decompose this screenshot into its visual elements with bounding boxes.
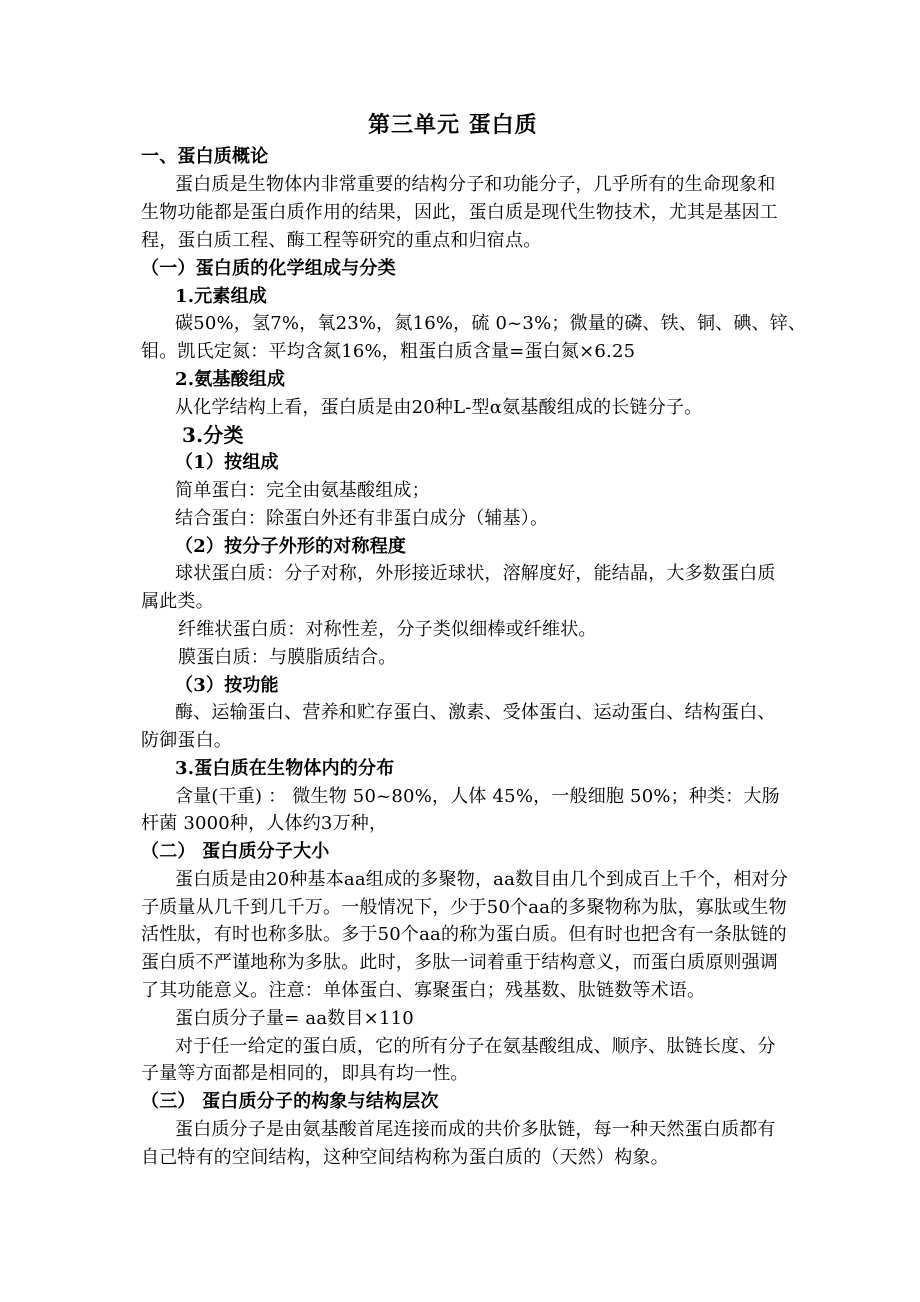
paragraph-line: 蛋白质分子量= aa数目×110 (175, 1008, 414, 1029)
subheading-classification: 3.分类 (182, 423, 244, 447)
paragraph-line: 碳50%，氢7%，氧23%，氮16%，硫 0~3%；微量的磷、铁、铜、碘、锌、 (175, 313, 807, 334)
paragraph-line: 防御蛋白。 (141, 730, 232, 751)
paragraph-line: 结合蛋白：除蛋白外还有非蛋白成分（辅基）。 (175, 508, 549, 529)
subheading-by-composition: （1）按组成 (175, 452, 279, 473)
paragraph-line: 钼。凯氏定氮：平均含氮16%，粗蛋白质含量=蛋白氮×6.25 (141, 341, 636, 362)
heading-overview: 一、蛋白质概论 (141, 146, 269, 167)
paragraph-line: 简单蛋白：完全由氨基酸组成； (175, 480, 430, 501)
heading-molecular-size: （二） 蛋白质分子大小 (141, 841, 330, 862)
paragraph-line: 自己特有的空间结构，这种空间结构称为蛋白质的（天然）构象。 (141, 1147, 669, 1168)
subheading-amino-acids: 2.氨基酸组成 (175, 369, 286, 390)
paragraph-line: 程，蛋白质工程、酶工程等研究的重点和归宿点。 (141, 230, 542, 251)
paragraph-line: 蛋白质是生物体内非常重要的结构分子和功能分子，几乎所有的生命现象和 (175, 174, 776, 195)
paragraph-line: 酶、运输蛋白、营养和贮存蛋白、激素、受体蛋白、运动蛋白、结构蛋白、 (175, 702, 776, 723)
paragraph-line: 含量(干重) ： 微生物 50~80%，人体 45%，一般细胞 50%；种类：大肠 (175, 786, 780, 807)
subheading-elements: 1.元素组成 (175, 286, 267, 307)
subheading-distribution: 3.蛋白质在生物体内的分布 (175, 758, 395, 779)
paragraph-line: 子质量从几千到几千万。一般情况下，少于50个aa的多聚物称为肽，寡肽或生物 (141, 897, 787, 918)
document-title: 第三单元 蛋白质 (368, 112, 538, 138)
paragraph-line: 属此类。 (141, 591, 214, 612)
subheading-by-function: （3）按功能 (175, 675, 279, 696)
paragraph-line: 活性肽，有时也称多肽。多于50个aa的称为蛋白质。但有时也把含有一条肽链的 (141, 924, 787, 945)
paragraph-line: 膜蛋白质：与膜脂质结合。 (178, 647, 397, 668)
paragraph-line: 蛋白质是由20种基本aa组成的多聚物，aa数目由几个到成百上千个，相对分 (175, 869, 789, 890)
paragraph-line: 球状蛋白质：分子对称，外形接近球状，溶解度好，能结晶，大多数蛋白质 (175, 563, 776, 584)
heading-composition: （一）蛋白质的化学组成与分类 (141, 258, 396, 279)
paragraph-line: 子量等方面都是相同的，即具有均一性。 (141, 1063, 469, 1084)
heading-conformation: （三） 蛋白质分子的构象与结构层次 (141, 1091, 439, 1112)
paragraph-line: 生物功能都是蛋白质作用的结果，因此，蛋白质是现代生物技术，尤其是基因工 (141, 202, 778, 223)
subheading-by-shape: （2）按分子外形的对称程度 (175, 536, 407, 557)
paragraph-line: 蛋白质分子是由氨基酸首尾连接而成的共价多肽链，每一种天然蛋白质都有 (175, 1119, 776, 1140)
paragraph-line: 蛋白质不严谨地称为多肽。此时，多肽一词着重于结构意义，而蛋白质原则强调 (141, 952, 778, 973)
paragraph-line: 杆菌 3000种，人体约3万种， (141, 813, 388, 834)
paragraph-line: 了其功能意义。注意：单体蛋白、寡聚蛋白；残基数、肽链数等术语。 (141, 980, 706, 1001)
paragraph-line: 纤维状蛋白质：对称性差，分子类似细棒或纤维状。 (178, 619, 597, 640)
paragraph-line: 从化学结构上看，蛋白质是由20种L-型α氨基酸组成的长链分子。 (175, 397, 703, 418)
paragraph-line: 对于任一给定的蛋白质，它的所有分子在氨基酸组成、顺序、肽链长度、分 (175, 1036, 776, 1057)
